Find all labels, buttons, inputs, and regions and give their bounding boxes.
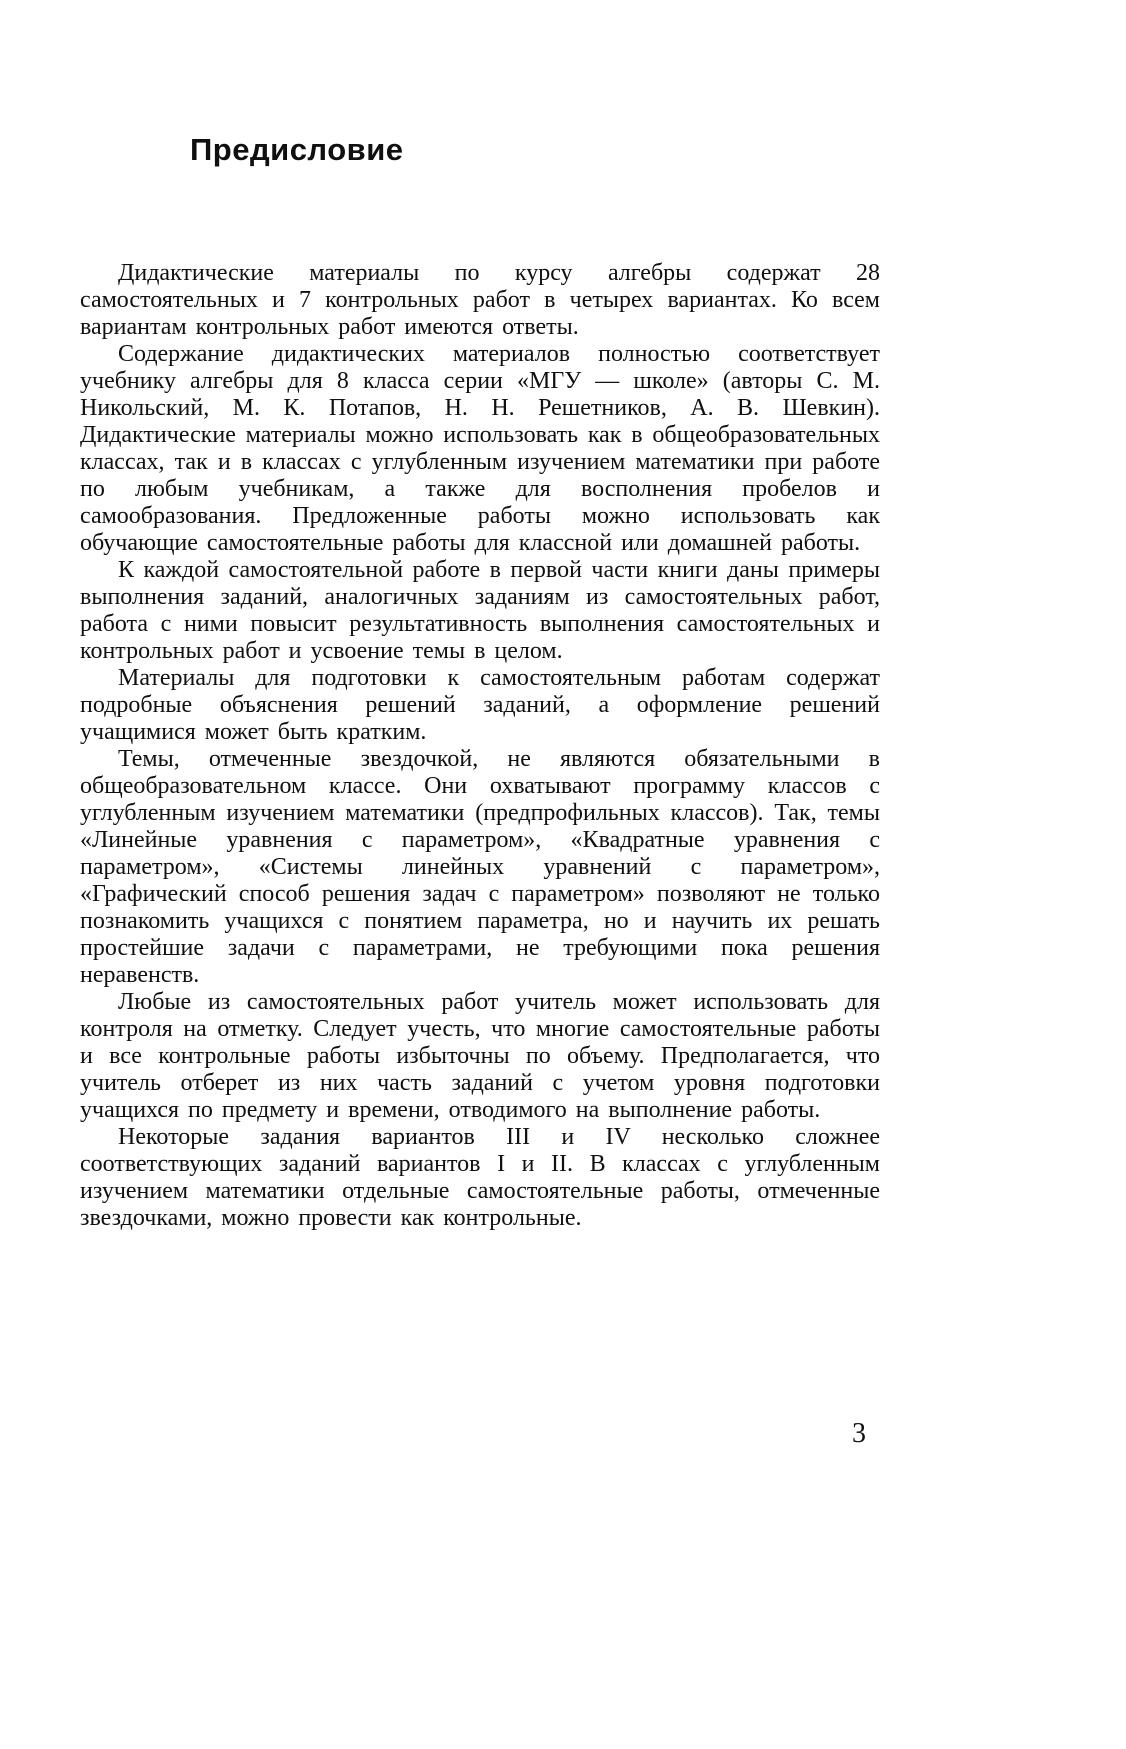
paragraph-2: Содержание дидактических материалов полностью соответствует учебнику алгебры для 8 класса серии «МГУ — школе» (авторы С. М. Никольский, М. К. Потапов, Н. Н. Решетников, А. В. Шевкин). Дидактические материалы можно использовать как в общеобразовательных классах, так и в классах с углубленным изучением математики при работе по любым учебникам, а также для восполнения пробелов и самообразования. Предложенные работы можно использовать как обучающие самостоятельные работы для классной или домашней работы.	[80, 341, 880, 556]
page-number: 3	[852, 1418, 866, 1449]
preface-text-block	[80, 260, 880, 1232]
paragraph-4: Материалы для подготовки к самостоятельным работам содержат подробные объяснения решений заданий, а оформление решений учащимися может быть кратким.	[80, 665, 880, 745]
paragraph-1: Дидактические материалы по курсу алгебры содержат 28 самостоятельных и 7 контрольных работ в четырех вариантах. Ко всем вариантам контрольных работ имеются ответы.	[80, 260, 880, 340]
page-title: Предисловие	[190, 132, 404, 167]
paragraph-5: Темы, отмеченные звездочкой, не являются обязательными в общеобразовательном классе. Они охватывают программу классов с углубленным изучением математики (предпрофильных классов). Так, темы «Линейные уравнения с параметром», «Квадратные уравнения с параметром», «Системы линейных уравнений с параметром», «Графический способ решения задач с параметром» позволяют не только познакомить учащихся с понятием параметра, но и научить их решать простейшие задачи с параметрами, не требующими пока решения неравенств.	[80, 746, 880, 988]
paragraph-6: Любые из самостоятельных работ учитель может использовать для контроля на отметку. Следует учесть, что многие самостоятельные работы и все контрольные работы избыточны по объему. Предполагается, что учитель отберет из них часть заданий с учетом уровня подготовки учащихся по предмету и времени, отводимого на выполнение работы.	[80, 989, 880, 1123]
paragraph-7: Некоторые задания вариантов III и IV несколько сложнее соответствующих заданий вариантов I и II. В классах с углубленным изучением математики отдельные самостоятельные работы, отмеченные звездочками, можно провести как контрольные.	[80, 1124, 880, 1231]
paragraph-3: К каждой самостоятельной работе в первой части книги даны примеры выполнения заданий, аналогичных заданиям из самостоятельных работ, работа с ними повысит результативность выполнения самостоятельных и контрольных работ и усвоение темы в целом.	[80, 557, 880, 664]
